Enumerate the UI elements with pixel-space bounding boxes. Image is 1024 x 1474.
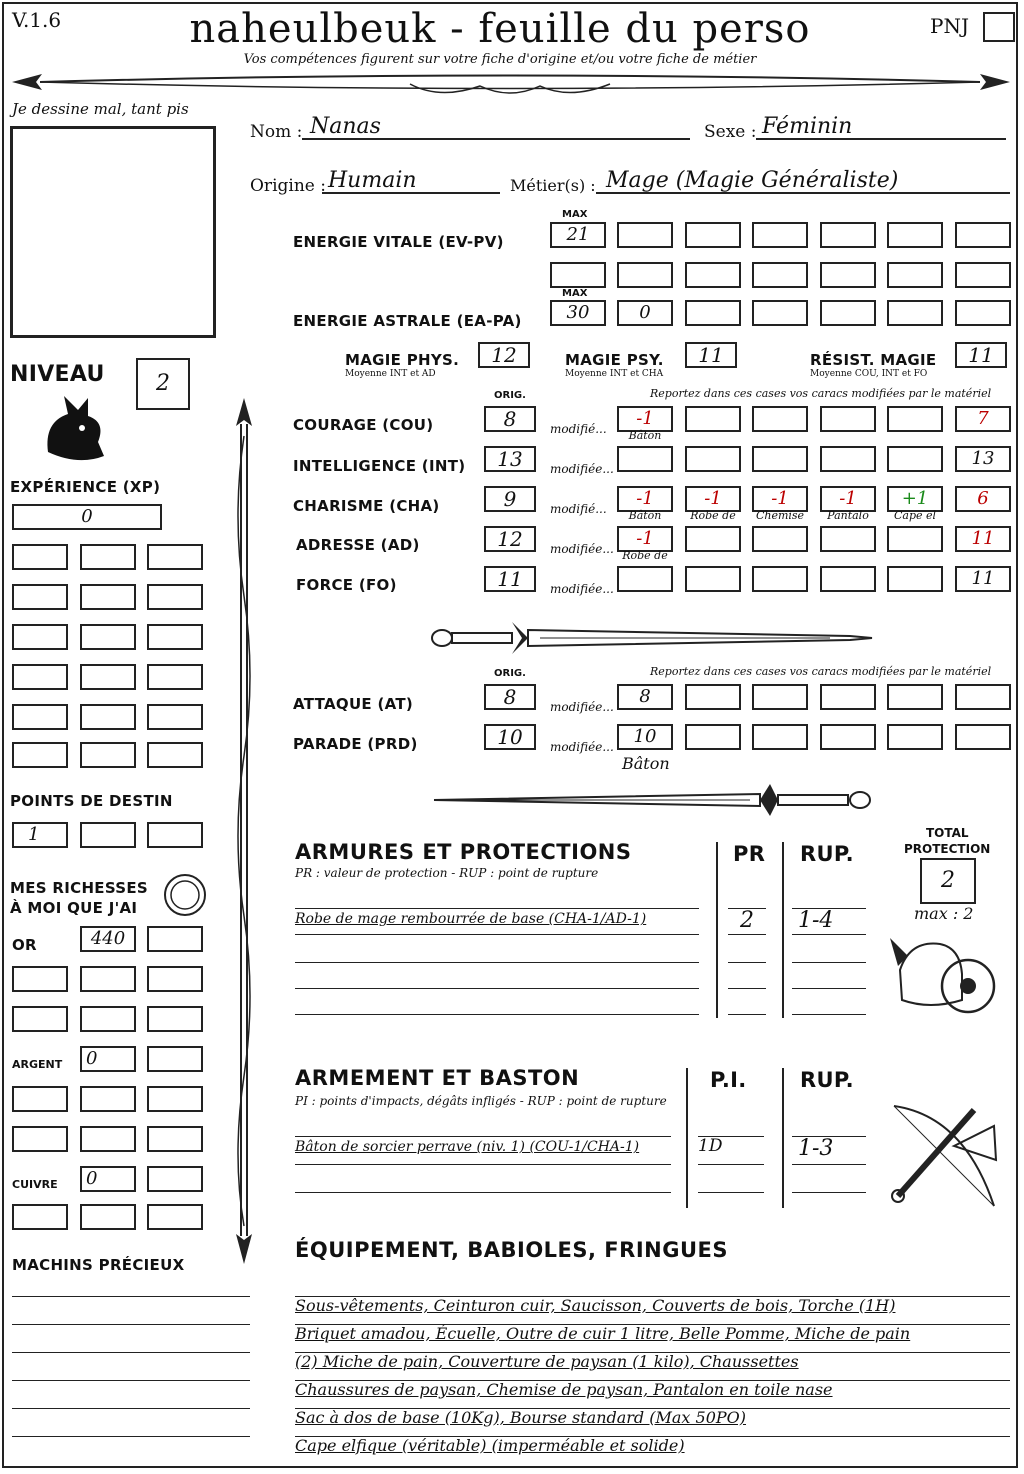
ea-box[interactable] <box>955 300 1011 326</box>
arme-rup[interactable] <box>792 1164 866 1165</box>
prd-mod-box[interactable] <box>887 724 943 750</box>
fo-mod-box[interactable] <box>887 566 943 592</box>
cou-mod-box[interactable] <box>820 406 876 432</box>
ea-box[interactable] <box>752 300 808 326</box>
destin-box[interactable]: 1 <box>12 822 68 848</box>
equipement-title: ÉQUIPEMENT, BABIOLES, FRINGUES <box>295 1238 728 1262</box>
prd-mod-box[interactable] <box>752 724 808 750</box>
magie-psy-label: MAGIE PSY. <box>565 351 664 369</box>
magie-phys-box[interactable]: 12 <box>478 342 530 368</box>
fo-mod-box[interactable] <box>685 566 741 592</box>
or-box[interactable] <box>12 966 68 992</box>
or-box[interactable] <box>147 926 203 952</box>
argent-box[interactable] <box>80 1086 136 1112</box>
destin-box[interactable] <box>80 822 136 848</box>
coin-icon <box>162 872 208 918</box>
armure-rup[interactable] <box>792 1014 866 1015</box>
protection-label: PROTECTION <box>904 842 991 856</box>
argent-label: ARGENT <box>12 1058 63 1071</box>
at-mod-box[interactable] <box>752 684 808 710</box>
total-max: max : 2 <box>914 904 974 923</box>
cuivre-box[interactable]: 0 <box>80 1166 136 1192</box>
precieux-line[interactable] <box>12 1352 250 1353</box>
sexe-field[interactable]: Féminin <box>756 114 1006 140</box>
int-mod-box[interactable] <box>887 446 943 472</box>
argent-box[interactable] <box>147 1046 203 1072</box>
cou-final-box[interactable]: 7 <box>955 406 1011 432</box>
total-label: TOTAL <box>926 826 969 840</box>
fo-mod-box[interactable] <box>752 566 808 592</box>
armure-rup[interactable] <box>792 988 866 989</box>
cha-mod-box[interactable]: +1 <box>887 486 943 512</box>
ev-box[interactable] <box>752 222 808 248</box>
ev-box[interactable] <box>887 222 943 248</box>
arme-rup[interactable] <box>792 1192 866 1193</box>
cha-mod-box[interactable]: -1 <box>820 486 876 512</box>
armures-rup-header: RUP. <box>800 842 854 866</box>
cou-label: COURAGE (COU) <box>293 416 434 434</box>
prd-mod-box[interactable] <box>820 724 876 750</box>
ev-box[interactable] <box>550 262 606 288</box>
cha-mod-note: Robe de <box>690 509 736 522</box>
xp-grid-box[interactable] <box>80 584 136 610</box>
niveau-box[interactable]: 2 <box>136 358 190 410</box>
ad-modifie: modifiée... <box>550 542 614 556</box>
weapons-icon <box>884 1096 1004 1214</box>
precieux-line[interactable] <box>12 1408 250 1409</box>
xp-label: EXPÉRIENCE (XP) <box>10 478 161 496</box>
int-modifie: modifiée... <box>550 462 614 476</box>
or-box[interactable] <box>80 1006 136 1032</box>
xp-grid-box[interactable] <box>147 544 203 570</box>
prd-mod-note: Bâton <box>622 754 670 773</box>
xp-grid-box[interactable] <box>12 624 68 650</box>
cuivre-label: CUIVRE <box>12 1178 58 1191</box>
cha-mod-box[interactable]: -1 <box>752 486 808 512</box>
cou-mod-box[interactable] <box>887 406 943 432</box>
magie-psy-sub: Moyenne INT et CHA <box>565 369 664 379</box>
int-mod-box[interactable] <box>752 446 808 472</box>
origine-field[interactable]: Humain <box>322 168 500 194</box>
ev-box[interactable] <box>685 222 741 248</box>
armure-rup[interactable]: 1-4 <box>792 908 866 909</box>
ea-max-box[interactable]: 30 <box>550 300 606 326</box>
arme-pi[interactable] <box>698 1192 764 1193</box>
armures-title: ARMURES ET PROTECTIONS <box>295 840 632 864</box>
origine-label: Origine : <box>250 176 326 196</box>
portrait-caption: Je dessine mal, tant pis <box>12 100 189 118</box>
precieux-line[interactable] <box>12 1380 250 1381</box>
spear-icon <box>10 64 1014 98</box>
total-protection-box[interactable]: 2 <box>920 858 976 904</box>
cou-orig-box[interactable]: 8 <box>484 406 536 432</box>
cha-mod-note: Cape el <box>893 509 937 522</box>
at-label: ATTAQUE (AT) <box>293 695 414 713</box>
orig-label: ORIG. <box>494 390 526 401</box>
xp-grid-box[interactable] <box>12 584 68 610</box>
or-box[interactable] <box>147 966 203 992</box>
or-label: OR <box>12 936 37 954</box>
arme-pi[interactable] <box>698 1164 764 1165</box>
armure-pr[interactable] <box>728 1014 766 1015</box>
at-modifie: modifiée... <box>550 700 614 714</box>
xp-grid-box[interactable] <box>147 664 203 690</box>
arme-line[interactable]: Bâton de sorcier perrave (niv. 1) (COU-1/CHA-1) <box>295 1136 671 1137</box>
cha-orig-box[interactable]: 9 <box>484 486 536 512</box>
ev-max-box[interactable]: 21 <box>550 222 606 248</box>
ev-box[interactable] <box>617 262 673 288</box>
armement-divider <box>686 1068 688 1208</box>
ev-box[interactable] <box>955 262 1011 288</box>
prd-label: PARADE (PRD) <box>293 735 418 753</box>
cha-mod-note: Pantalo <box>827 509 869 522</box>
sexe-label: Sexe : <box>704 122 757 142</box>
cha-mod-note: Chemise <box>755 509 805 522</box>
xp-grid-box[interactable] <box>147 624 203 650</box>
sheet-title: naheulbeuk - feuille du perso <box>189 6 811 52</box>
ad-mod-box[interactable] <box>752 526 808 552</box>
cha-final-box[interactable]: 6 <box>955 486 1011 512</box>
prd-mod-box[interactable]: 10 <box>617 724 673 750</box>
arme-line[interactable] <box>295 1164 671 1165</box>
int-mod-box[interactable] <box>685 446 741 472</box>
armure-line[interactable] <box>295 988 699 989</box>
int-mod-box[interactable] <box>820 446 876 472</box>
armures-divider <box>716 842 718 1018</box>
combat-report-note: Reportez dans ces cases vos caracs modifiées par le matériel <box>650 665 992 678</box>
destin-label: POINTS DE DESTIN <box>10 792 173 810</box>
cou-mod-box[interactable]: -1 <box>617 406 673 432</box>
armures-divider <box>782 842 784 1018</box>
ad-mod-box[interactable] <box>820 526 876 552</box>
fo-mod-box[interactable] <box>617 566 673 592</box>
xp-grid-box[interactable] <box>12 742 68 768</box>
nom-field[interactable]: Nanas <box>302 114 690 140</box>
ad-mod-box[interactable]: -1 <box>617 526 673 552</box>
cha-modifie: modifié... <box>550 502 607 516</box>
armure-pr[interactable]: 2 <box>728 908 766 909</box>
ev-box[interactable] <box>752 262 808 288</box>
armure-line[interactable]: Robe de mage rembourrée de base (CHA-1/AD-1) <box>295 908 699 909</box>
armement-pi-header: P.I. <box>710 1068 747 1092</box>
xp-grid-box[interactable] <box>12 704 68 730</box>
xp-grid-box[interactable] <box>80 742 136 768</box>
equipement-line[interactable]: Sous-vêtements, Ceinturon cuir, Saucisson, Couverts de bois, Torche (1H) <box>295 1296 1010 1297</box>
metier-field[interactable]: Mage (Magie Généraliste) <box>596 168 1010 194</box>
ev-box[interactable] <box>955 222 1011 248</box>
armure-line[interactable] <box>295 1014 699 1015</box>
argent-box[interactable] <box>147 1086 203 1112</box>
xp-grid-box[interactable] <box>80 544 136 570</box>
xp-box[interactable]: 0 <box>12 504 162 530</box>
ev-max-label: MAX <box>562 209 588 220</box>
armures-pr-header: PR <box>733 842 766 866</box>
fo-modifie: modifiée... <box>550 582 614 596</box>
prd-mod-box[interactable] <box>685 724 741 750</box>
armure-rup[interactable] <box>792 934 866 935</box>
metier-label: Métier(s) : <box>510 176 596 195</box>
cha-mod-box[interactable]: -1 <box>685 486 741 512</box>
magie-phys-sub: Moyenne INT et AD <box>345 369 436 379</box>
ad-label: ADRESSE (AD) <box>296 536 420 554</box>
ad-mod-note: Robe de <box>622 549 668 562</box>
xp-grid-box[interactable] <box>147 704 203 730</box>
prd-modifie: modifiée... <box>550 740 614 754</box>
cou-mod-box[interactable] <box>685 406 741 432</box>
equipement-line[interactable]: (2) Miche de pain, Couverture de paysan (1 kilo), Chaussettes <box>295 1352 1010 1353</box>
cuivre-box[interactable] <box>80 1204 136 1230</box>
at-mod-box[interactable] <box>685 684 741 710</box>
version-label: V.1.6 <box>12 8 62 32</box>
fo-final-box[interactable]: 11 <box>955 566 1011 592</box>
ad-orig-box[interactable]: 12 <box>484 526 536 552</box>
argent-box[interactable] <box>12 1086 68 1112</box>
arme-pi[interactable]: 1D <box>698 1136 764 1137</box>
precieux-line[interactable] <box>12 1296 250 1297</box>
xp-grid-box[interactable] <box>147 742 203 768</box>
armures-sub: PR : valeur de protection - RUP : point de rupture <box>295 866 599 880</box>
prd-mod-box[interactable] <box>955 724 1011 750</box>
ev-box[interactable] <box>617 222 673 248</box>
spear-icon <box>228 396 260 1266</box>
int-orig-box[interactable]: 13 <box>484 446 536 472</box>
resist-magie-box[interactable]: 11 <box>955 342 1007 368</box>
prd-orig-box[interactable]: 10 <box>484 724 536 750</box>
at-orig-box[interactable]: 8 <box>484 684 536 710</box>
ad-mod-box[interactable] <box>685 526 741 552</box>
helmet-shield-icon <box>890 930 1000 1030</box>
cuivre-box[interactable] <box>12 1204 68 1230</box>
armure-rup[interactable] <box>792 962 866 963</box>
armement-divider <box>782 1068 784 1208</box>
report-note: Reportez dans ces cases vos caracs modifiées par le matériel <box>650 387 992 400</box>
resist-magie-label: RÉSIST. MAGIE <box>810 351 937 369</box>
ea-label: ENERGIE ASTRALE (EA-PA) <box>293 312 522 330</box>
int-label: INTELLIGENCE (INT) <box>293 457 466 475</box>
fo-orig-box[interactable]: 11 <box>484 566 536 592</box>
ea-box[interactable]: 0 <box>617 300 673 326</box>
armure-pr[interactable] <box>728 962 766 963</box>
at-mod-box[interactable]: 8 <box>617 684 673 710</box>
xp-grid-box[interactable] <box>80 624 136 650</box>
ev-box[interactable] <box>820 262 876 288</box>
xp-grid-box[interactable] <box>12 544 68 570</box>
or-box[interactable] <box>147 1006 203 1032</box>
armement-sub: PI : points d'impacts, dégâts infligés - RUP : point de rupture <box>295 1094 667 1108</box>
ea-box[interactable] <box>820 300 876 326</box>
precieux-line[interactable] <box>12 1436 250 1437</box>
ea-max-label: MAX <box>562 288 588 299</box>
destin-box[interactable] <box>147 822 203 848</box>
armement-rup-header: RUP. <box>800 1068 854 1092</box>
ea-box[interactable] <box>887 300 943 326</box>
argent-box[interactable] <box>147 1126 203 1152</box>
cou-mod-note: Bâton <box>628 429 662 442</box>
xp-grid-box[interactable] <box>80 664 136 690</box>
ev-box[interactable] <box>820 222 876 248</box>
ev-box[interactable] <box>887 262 943 288</box>
ev-label: ENERGIE VITALE (EV-PV) <box>293 233 504 251</box>
cuivre-box[interactable] <box>147 1166 203 1192</box>
argent-box[interactable] <box>12 1126 68 1152</box>
int-final-box[interactable]: 13 <box>955 446 1011 472</box>
cha-label: CHARISME (CHA) <box>293 497 440 515</box>
armure-line[interactable] <box>295 962 699 963</box>
sheet-subtitle: Vos compétences figurent sur votre fiche d'origine et/ou votre fiche de métier <box>243 52 757 67</box>
equipement-line[interactable]: Briquet amadou, Écuelle, Outre de cuir 1 litre, Belle Pomme, Miche de pain <box>295 1324 1010 1325</box>
argent-box[interactable]: 0 <box>80 1046 136 1072</box>
richesses-label: MES RICHESSES À MOI QUE J'AI <box>10 879 149 917</box>
xp-grid-box[interactable] <box>147 584 203 610</box>
sword-icon <box>430 618 875 658</box>
int-mod-box[interactable] <box>617 446 673 472</box>
xp-grid-box[interactable] <box>80 704 136 730</box>
or-box[interactable] <box>80 966 136 992</box>
ea-box[interactable] <box>685 300 741 326</box>
magie-psy-box[interactable]: 11 <box>685 342 737 368</box>
cuivre-box[interactable] <box>147 1204 203 1230</box>
equipement-line[interactable]: Chaussures de paysan, Chemise de paysan, Pantalon en toile nase <box>295 1380 1010 1381</box>
cha-mod-note: Bâton <box>628 509 662 522</box>
niveau-label: NIVEAU <box>10 362 105 387</box>
magie-phys-label: MAGIE PHYS. <box>345 351 460 369</box>
armure-pr[interactable] <box>728 934 766 935</box>
resist-magie-sub: Moyenne COU, INT et FO <box>810 369 928 379</box>
precieux-line[interactable] <box>12 1324 250 1325</box>
arme-line[interactable] <box>295 1192 671 1193</box>
nom-label: Nom : <box>250 122 303 142</box>
ad-mod-box[interactable] <box>887 526 943 552</box>
ev-box[interactable] <box>685 262 741 288</box>
at-mod-box[interactable] <box>955 684 1011 710</box>
sword-icon <box>430 780 875 820</box>
ad-final-box[interactable]: 11 <box>955 526 1011 552</box>
combat-orig-label: ORIG. <box>494 668 526 679</box>
or-box[interactable]: 440 <box>80 926 136 952</box>
arme-rup[interactable]: 1-3 <box>792 1136 866 1137</box>
equipement-line[interactable]: Sac à dos de base (10Kg), Bourse standard (Max 50PO) <box>295 1408 1010 1409</box>
or-box[interactable] <box>12 1006 68 1032</box>
armement-title: ARMEMENT ET BASTON <box>295 1066 580 1090</box>
pnj-checkbox[interactable] <box>983 12 1015 42</box>
armure-line[interactable] <box>295 934 699 935</box>
xp-grid-box[interactable] <box>12 664 68 690</box>
cou-modifie: modifié... <box>550 422 607 436</box>
fo-label: FORCE (FO) <box>296 576 397 594</box>
equipement-line[interactable]: Cape elfique (véritable) (imperméable et solide) <box>295 1436 1010 1437</box>
pnj-label: PNJ <box>930 14 969 38</box>
argent-box[interactable] <box>80 1126 136 1152</box>
cha-mod-box[interactable]: -1 <box>617 486 673 512</box>
armure-pr[interactable] <box>728 988 766 989</box>
precieux-label: MACHINS PRÉCIEUX <box>12 1256 185 1274</box>
dragon-icon <box>38 392 108 466</box>
fo-mod-box[interactable] <box>820 566 876 592</box>
at-mod-box[interactable] <box>887 684 943 710</box>
cou-mod-box[interactable] <box>752 406 808 432</box>
portrait-box[interactable] <box>10 126 216 338</box>
at-mod-box[interactable] <box>820 684 876 710</box>
